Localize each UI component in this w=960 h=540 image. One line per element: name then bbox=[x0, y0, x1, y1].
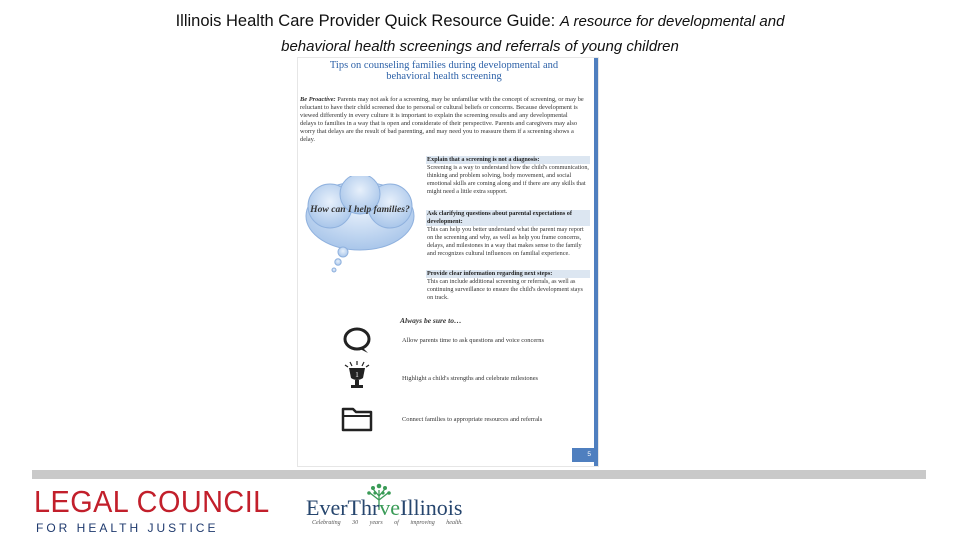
trophy-icon bbox=[340, 360, 374, 390]
speech-bubble-icon bbox=[340, 326, 374, 356]
doc-heading-line1: Tips on counseling families during developmental and bbox=[329, 60, 559, 71]
legal-logo-top: LEGAL COUNCIL bbox=[34, 484, 270, 519]
tip-clarifying-questions bbox=[426, 210, 590, 257]
slide-title-main: Illinois Health Care Provider Quick Resource Guide: bbox=[175, 12, 556, 30]
tip-next-steps bbox=[426, 270, 590, 302]
intro-text: Parents may not ask for a screening, may be unfamiliar with the concept of screening, or may be reluctant to have their child screened due to personal or cultural beliefs or concerns. Because development is viewed differently in every culture it is important to explain the screening results and any developmental delays to families in a way that is open and considerate of their perspective. Parents and caregivers may also worry that delays are the result of bad parenting, and may need you to reassure them if a screening shows a delay. bbox=[300, 96, 584, 143]
slide-subtitle-part2: behavioral health screenings and referrals of young children bbox=[281, 38, 679, 55]
always-item-text: Allow parents time to ask questions and voice concerns bbox=[402, 337, 544, 344]
tip-body: This can include additional screening or referrals, as well as continuing surveillance to ensure the child's development stays on track. bbox=[427, 277, 583, 301]
everthrive-illinois-logo bbox=[306, 482, 476, 532]
always-item-text: Highlight a child's strengths and celebrate milestones bbox=[402, 375, 539, 382]
tip-heading: Explain that a screening is not a diagnosis: bbox=[426, 156, 590, 164]
ever-name-a: EverThr bbox=[306, 495, 380, 520]
tip-body: This can help you better understand what the parent may report on the screening and why, as well as help you frame concerns, delays, and milestones in a way that makes sense to the family and recognizes cultural influences on familial experience. bbox=[427, 225, 584, 257]
cloud-text: How can I help families? bbox=[310, 204, 410, 215]
page-edge-bar bbox=[594, 58, 598, 466]
intro-lead: Be Proactive: bbox=[300, 96, 336, 103]
footer-divider bbox=[32, 470, 926, 479]
trophy-number: 1 bbox=[355, 371, 359, 379]
folder-icon bbox=[340, 403, 374, 433]
doc-heading bbox=[298, 60, 590, 82]
ever-name-c: Illinois bbox=[400, 495, 463, 520]
tip-heading: Ask clarifying questions about parental expectations of development: bbox=[426, 210, 590, 226]
doc-heading-line2: behavioral health screening bbox=[386, 71, 502, 82]
ever-logo-tagline bbox=[312, 520, 463, 526]
ever-tag-b: of improving health. bbox=[394, 520, 463, 526]
resource-guide-page bbox=[298, 58, 598, 466]
always-item-text: Connect families to appropriate resources and referrals bbox=[402, 416, 543, 423]
ever-logo-name bbox=[306, 496, 462, 520]
thought-cloud-icon bbox=[298, 176, 428, 276]
doc-intro bbox=[300, 96, 584, 143]
slide-title bbox=[0, 12, 960, 31]
tip-heading: Provide clear information regarding next steps: bbox=[426, 270, 590, 278]
always-heading: Always be sure to… bbox=[400, 316, 462, 325]
tip-explain-screening bbox=[426, 156, 590, 196]
tip-body: Screening is a way to understand how the child's communication, thinking and problem solving, body movement, and social emotional skills are coming along and if there are any skills that might need a little extra support. bbox=[427, 163, 589, 195]
page-number: 5 bbox=[572, 448, 594, 462]
ever-tag-a: Celebrating 30 years bbox=[312, 520, 383, 526]
ever-name-b: ve bbox=[379, 495, 401, 520]
legal-council-logo bbox=[34, 484, 270, 536]
slide-subtitle-part1: A resource for developmental and bbox=[559, 13, 785, 30]
legal-logo-bottom: FOR HEALTH JUSTICE bbox=[36, 521, 219, 535]
